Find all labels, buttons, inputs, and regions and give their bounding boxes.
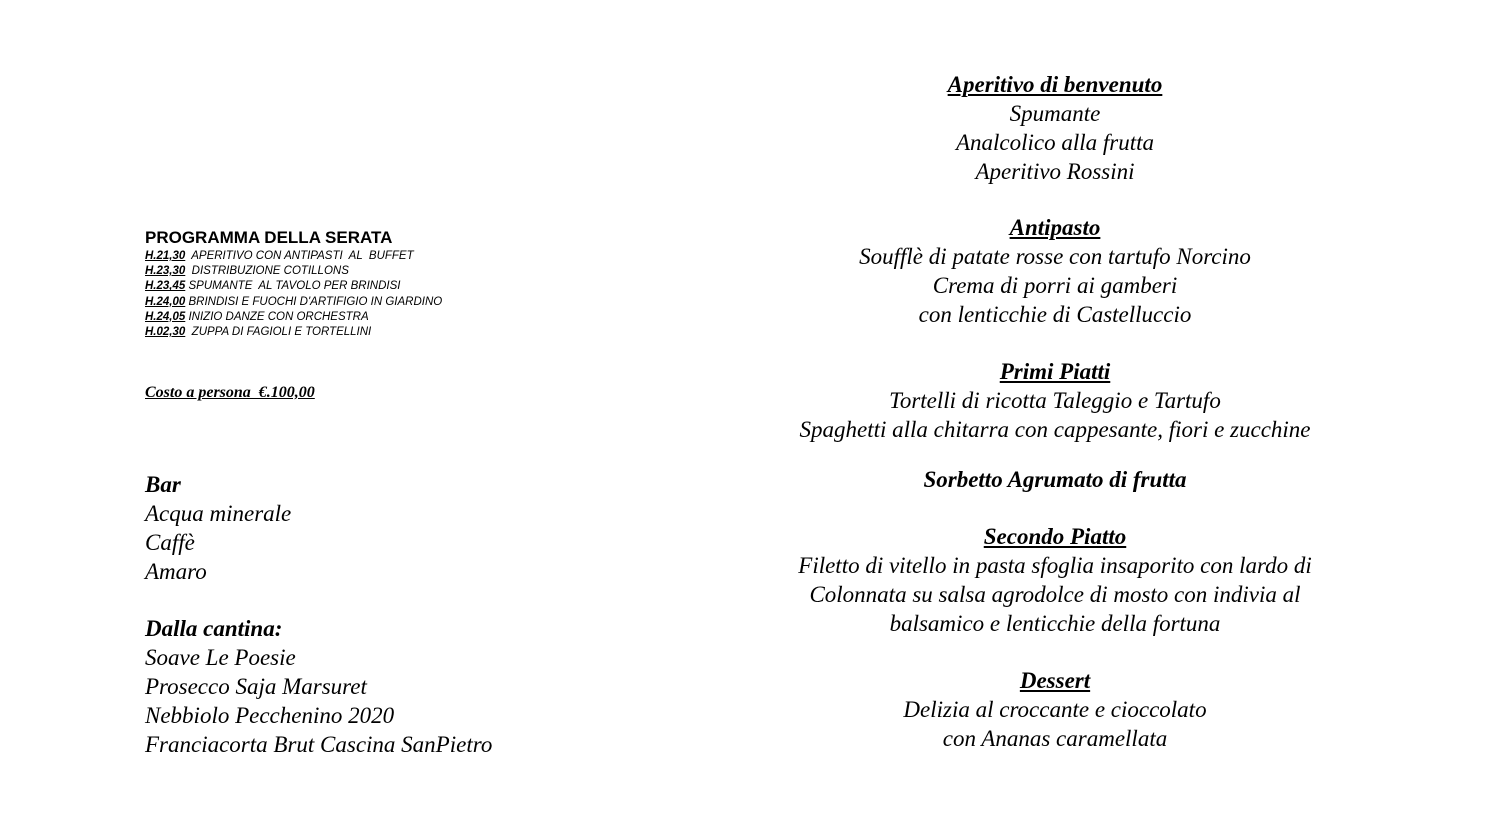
programma-list (145, 249, 442, 340)
menu-item: Spumante (1009, 101, 1101, 126)
course-title: Sorbetto Agrumato di frutta (923, 467, 1187, 492)
course-title: Antipasto (1009, 215, 1101, 240)
menu-item: Analcolico alla frutta (955, 130, 1155, 155)
course-title: Dessert (1019, 668, 1091, 693)
programma-item (145, 249, 442, 264)
programma-item (145, 295, 442, 310)
menu-item: Tortelli di ricotta Taleggio e Tartufo (889, 388, 1221, 413)
menu-item: con lenticchie di Castelluccio (918, 302, 1192, 327)
programma-time: H.23,45 (145, 280, 186, 293)
menu-item: con Ananas caramellata (942, 726, 1168, 751)
course-title: Secondo Piatto (983, 524, 1127, 549)
course-title: Aperitivo di benvenuto (947, 72, 1163, 97)
programma-time: H.24,05 (145, 310, 186, 323)
programma-time: H.02,30 (145, 326, 186, 339)
programma-title: PROGRAMMA DELLA SERATA (145, 228, 393, 247)
programma-text: SPUMANTE AL TAVOLO PER BRINDISI (185, 280, 401, 293)
programma-item (145, 264, 442, 279)
cost-per-person: Costo a persona €.100,00 (145, 384, 315, 401)
cantina-section (145, 614, 492, 759)
programma-text: APERITIVO CON ANTIPASTI AL BUFFET (185, 250, 414, 262)
menu-item: Crema di porri ai gamberi (932, 273, 1178, 298)
programma-item (145, 325, 442, 340)
programma-time: H.24,00 (145, 295, 186, 308)
course-dessert (705, 666, 1405, 753)
menu-item: Colonnata su salsa agrodolce di mosto con indivia al (809, 582, 1301, 607)
menu-item: balsamico e lenticchie della fortuna (889, 611, 1221, 636)
menu-item: Delizia al croccante e cioccolato (903, 697, 1207, 722)
programma-text: DISTRIBUZIONE COTILLONS (185, 265, 349, 278)
course-primi (705, 357, 1405, 444)
cantina-title: Dalla cantina: (145, 616, 283, 641)
bar-item: Caffè (145, 530, 195, 555)
bar-item: Amaro (145, 559, 207, 584)
course-sorbetto (705, 465, 1405, 494)
programma-text: BRINDISI E FUOCHI D'ARTIFIGIO IN GIARDINO (185, 295, 443, 308)
menu-item: Spaghetti alla chitarra con cappesante, fiori e zucchine (799, 417, 1311, 442)
programma-text: ZUPPA DI FAGIOLI E TORTELLINI (185, 326, 372, 339)
programma-item (145, 279, 442, 294)
menu-item: Aperitivo Rossini (975, 159, 1135, 184)
programma-item (145, 310, 442, 325)
bar-section (145, 470, 291, 586)
programma-time: H.23,30 (145, 265, 186, 278)
course-aperitivo (705, 70, 1405, 186)
wine-item: Prosecco Saja Marsuret (145, 674, 367, 699)
course-antipasto (705, 213, 1405, 329)
menu-item: Filetto di vitello in pasta sfoglia insaporito con lardo di (798, 553, 1312, 578)
wine-item: Franciacorta Brut Cascina SanPietro (145, 732, 493, 757)
course-title: Primi Piatti (999, 359, 1111, 384)
bar-item: Acqua minerale (145, 501, 292, 526)
menu-item: Soufflè di patate rosse con tartufo Norcino (859, 244, 1251, 269)
wine-item: Nebbiolo Pecchenino 2020 (145, 703, 395, 728)
bar-title: Bar (145, 472, 181, 497)
course-secondo (705, 522, 1405, 638)
programma-text: INIZIO DANZE CON ORCHESTRA (185, 310, 369, 323)
programma-time: H.21,30 (145, 250, 186, 262)
wine-item: Soave Le Poesie (145, 645, 296, 670)
